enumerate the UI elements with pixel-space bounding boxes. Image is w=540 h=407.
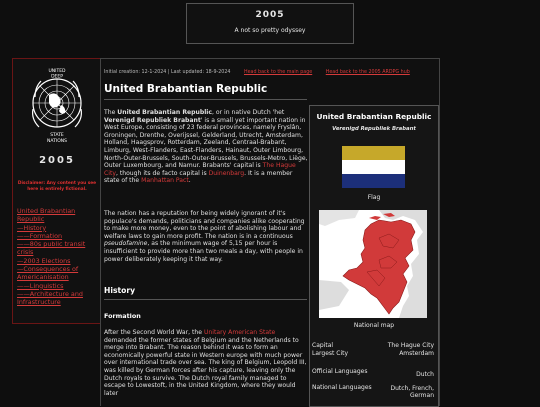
toc-link-history[interactable]: —History [17, 223, 47, 232]
name-english: United Brabantian Republic [117, 109, 213, 116]
toc-link-formation[interactable]: ——Formation [17, 231, 63, 240]
toc-link-elections[interactable]: —2003 Elections [17, 256, 71, 265]
sidebar-year: 2005 [39, 155, 75, 166]
toc-link-linguistics[interactable]: ——Linguistics [17, 281, 64, 290]
sidebar [12, 58, 102, 324]
emblem-text-deep: DEEP [51, 74, 63, 80]
emblem-text-state: STATE [50, 133, 64, 138]
page-title: United Brabantian Republic [104, 83, 268, 95]
page-dates: Initial creation: 12-1-2024 | Last updated: 18-9-2024 [104, 70, 231, 75]
formation-paragraph: After the Second World War, the Unitary American State demanded the former states of Belgium and the Netherlands to merge into Brabant. The reason behind it was to form an economically powerful state in Western europe with much power over international trade over sea. The king of Belgium, Leopold III, was killed by German forces after his capture, leaving only the Dutch royals to survive. The Dutch royal family managed to escape to Lowestoft, in the United Kingdom, where they would later [104, 329, 307, 397]
toc-link-americanisation[interactable]: —Consequences of Americanisation [17, 265, 79, 282]
infobox-title: United Brabantian Republic [316, 112, 432, 121]
intro-paragraph: The United Brabantian Republic, or in native Dutch 'het Verenigd Republiek Brabant' is a small yet important nation in West Europe, consisting of 23 federal provinces, namely Fryslân, Groningen, Drenthe, Overijssel, Gelderland, Utrecht, Amsterdam, Holland, Haagsprov, Rotterdam, Zeeland, Centraal-Brabant, Limburg, West-Flanders, East-Flanders, Hainaut, Outer Limbourg, North-Outer-Brussels, South-Outer-Brussels, Brussels-Metro, Liège, Outer Luxembourg, and Namur. Brabants' capital is The Hague City, though its de facto capital is Duinenbarg. It is a member state of the Manhattan Pact. [104, 109, 308, 185]
disclaimer-text: Disclaimer: Any content you see here is entirely fictional. [17, 181, 97, 192]
history-divider [104, 299, 307, 300]
toc-link-architecture[interactable]: ——Architecture and Infrastructure [17, 289, 83, 307]
toc-link-ubr[interactable]: United Brabantian Republic [17, 207, 76, 224]
link-the-hague-city[interactable]: The Hague City [104, 162, 296, 177]
name-dutch: Verenigd Republiek Brabant [104, 116, 201, 124]
header-subtitle: A not so pretty odyssey [234, 27, 306, 34]
link-main-page[interactable]: Head back to the main page [243, 70, 313, 75]
title-divider [104, 99, 307, 100]
header-year: 2005 [255, 10, 285, 20]
emblem-text-nations: NATIONS [47, 139, 67, 144]
emblem-text-united: UNITED [48, 69, 66, 74]
link-duinenbarg[interactable]: Duinenbarg [208, 169, 245, 177]
link-unitary-american-state[interactable]: Unitary American State [203, 329, 276, 336]
united-deep-state-nations-emblem-icon [27, 65, 87, 145]
site-header [186, 3, 354, 44]
infobox-subtitle: Verenigd Republiek Brabant [332, 126, 416, 132]
infobox: United Brabantian Republic Verenigd Republiek Brabant Flag National map Capital The Hague City Largest City Amsterdam Official Languages Dutch National Languages Dutch, French, German [309, 105, 439, 407]
infobox-row-national-languages-key: National Languages [312, 384, 372, 391]
infobox-row-capital: Capital The Hague City [312, 342, 434, 349]
page-meta [104, 70, 410, 75]
link-manhattan-pact[interactable]: Manhattan Pact [141, 177, 189, 185]
heading-formation: Formation [104, 312, 141, 320]
main-content [100, 58, 440, 406]
national-map [319, 210, 427, 318]
national-flag [342, 146, 405, 188]
toc-link-transit-crisis[interactable]: ——80s public transit crisis [17, 240, 86, 257]
infobox-row-official-languages-key: Official Languages [312, 368, 368, 375]
link-hub[interactable]: Head back to the 2005 ARDPG hub [325, 70, 410, 75]
table-of-contents [17, 207, 99, 307]
infobox-row-largest-city: Largest City Amsterdam [312, 350, 434, 357]
reputation-paragraph: The nation has a reputation for being widely ignorant of it's populace's demands, politicians and companies alike cooperating to make more money, even to the point of abolishing labour and welfare laws to gain more profit. The nation is in a continuous pseudofamine, as the minimum wage of 5,15 per hour is insufficient to provide more than two meals a day, with people in power deliberately keeping it that way. [104, 210, 305, 263]
flag-caption: Flag [367, 194, 381, 201]
map-caption: National map [353, 322, 395, 329]
heading-history: History [104, 286, 136, 295]
